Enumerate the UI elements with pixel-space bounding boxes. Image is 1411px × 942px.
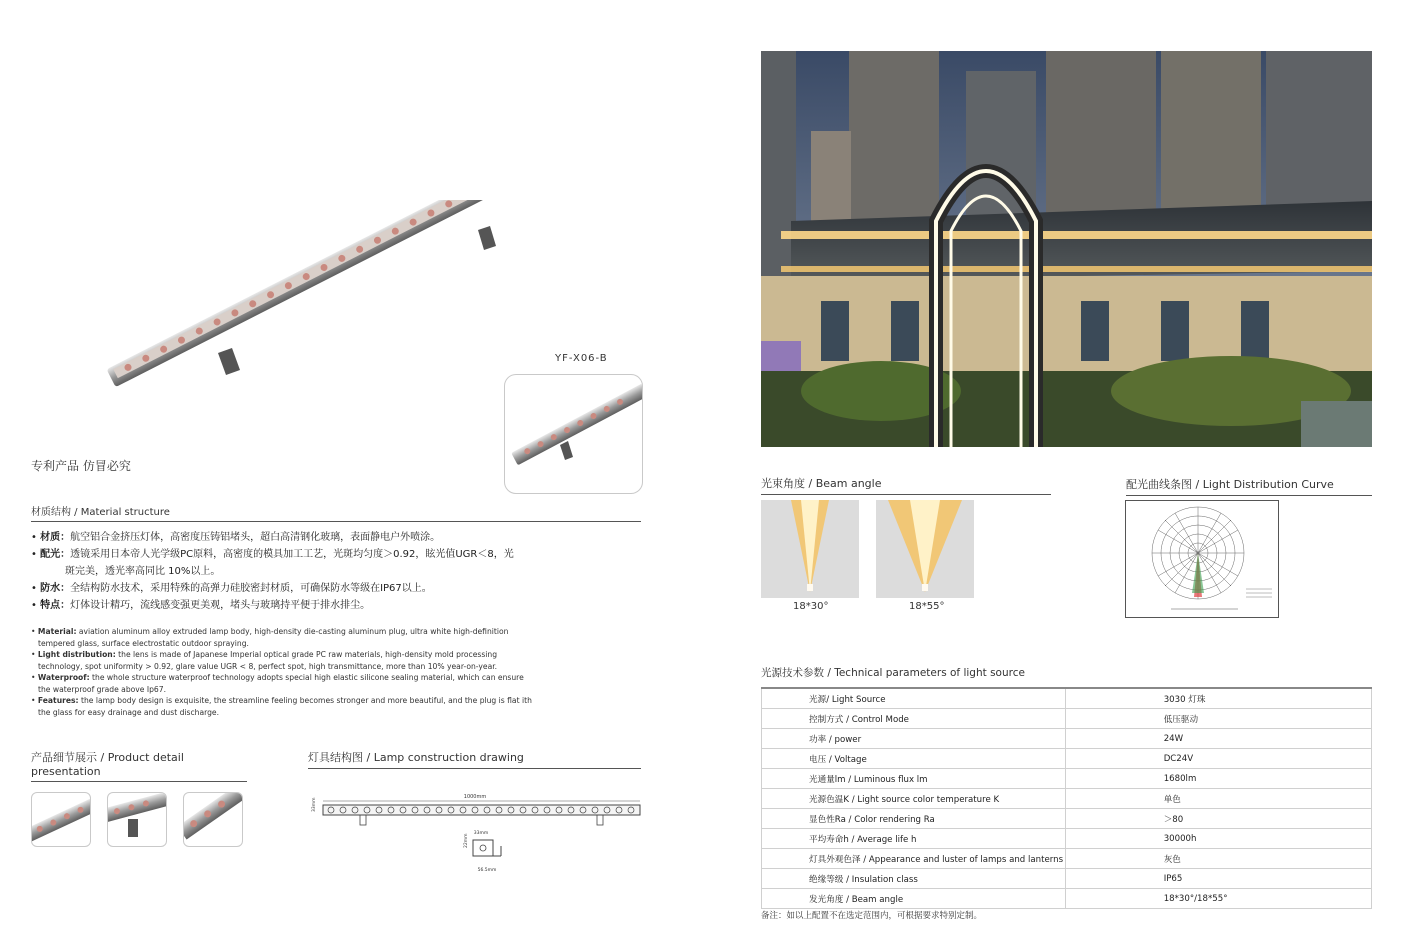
params-value: IP65: [1065, 869, 1371, 889]
params-row: [762, 829, 1372, 849]
material-cn-item: • 配光：透镜采用日本帝人光学级PC原料，高密度的模具加工工艺，光斑均匀度＞0.92，眩光值UGR＜8，光: [31, 549, 514, 560]
detail-thumb-3: [183, 792, 243, 847]
detail-thumb-1: [31, 792, 91, 847]
drawing-height-label: 33mm: [312, 797, 317, 812]
beam-image-1: [761, 500, 859, 598]
patent-slogan: 专利产品 仿冒必究: [31, 459, 131, 473]
params-key: 显色性Ra / Color rendering Ra: [762, 809, 1066, 829]
params-value: DC24V: [1065, 749, 1371, 769]
params-note: 备注：如以上配置不在选定范围内，可根据要求特别定制。: [761, 911, 983, 921]
beam-label-1: 18*30°: [793, 601, 829, 612]
params-row: [762, 709, 1372, 729]
params-row: [762, 849, 1372, 869]
params-key: 光源/ Light Source: [762, 688, 1066, 709]
material-cn-item-cont: 斑完美，透光率高同比 10%以上。: [65, 566, 221, 577]
params-section-title: 光源技术参数 / Technical parameters of light source: [761, 667, 1025, 679]
params-value: 灰色: [1065, 849, 1371, 869]
params-value: ＞80: [1065, 809, 1371, 829]
params-key: 光通量lm / Luminous flux lm: [762, 769, 1066, 789]
product-model-label: YF-X06-B: [555, 353, 608, 364]
params-value: 低压驱动: [1065, 709, 1371, 729]
params-row: [762, 769, 1372, 789]
params-key: 控制方式 / Control Mode: [762, 709, 1066, 729]
material-cn-item: • 防水：全结构防水技术，采用特殊的高弹力硅胶密封材质，可确保防水等级在IP67以上。: [31, 583, 432, 594]
material-section-title: 材质结构 / Material structure: [31, 503, 641, 522]
params-row: [762, 688, 1372, 709]
params-key: 平均寿命h / Average life h: [762, 829, 1066, 849]
params-value: 单色: [1065, 789, 1371, 809]
detail-section-title: 产品细节展示 / Product detail presentation: [31, 749, 247, 782]
beam-section-title: 光束角度 / Beam angle: [761, 475, 1051, 495]
params-value: 1680lm: [1065, 769, 1371, 789]
params-key: 发光角度 / Beam angle: [762, 889, 1066, 909]
product-main-image: [100, 200, 570, 400]
params-value: 3030 灯珠: [1065, 688, 1371, 709]
params-key: 功率 / power: [762, 729, 1066, 749]
beam-image-2: [876, 500, 974, 598]
product-thumbnail: [504, 374, 643, 494]
drawing-width-bottom-label: 56.5mm: [477, 868, 497, 873]
light-distribution-curve: [1125, 500, 1279, 618]
drawing-section-title: 灯具结构图 / Lamp construction drawing: [308, 749, 641, 769]
lamp-construction-drawing: [305, 790, 645, 875]
params-value: 24W: [1065, 729, 1371, 749]
params-row: [762, 869, 1372, 889]
params-key: 光源色温K / Light source color temperature K: [762, 789, 1066, 809]
beam-label-2: 18*55°: [909, 601, 945, 612]
detail-thumb-2: [107, 792, 167, 847]
params-table: [761, 687, 1372, 909]
material-cn-list: [31, 529, 641, 614]
drawing-length-label: 1000mm: [463, 794, 487, 800]
application-scene-photo: [761, 51, 1372, 447]
params-row: [762, 789, 1372, 809]
params-row: [762, 749, 1372, 769]
drawing-side-label: 22mm: [464, 833, 469, 848]
params-value: 30000h: [1065, 829, 1371, 849]
params-row: [762, 809, 1372, 829]
material-en-list: • Material: aviation aluminum alloy extruded lamp body, high-density die-casting aluminum plug, ultra white high-definition tempered glass, surface electrostatic outdoor spraying. • Light distribution: the lens is made of Japanese Imperial optical grade PC raw materials, high-density mold processing technology, spot uniformity > 0.92, glare value UGR < 8, perfect spot, high transmittance, more than 10% year-on-year. • Waterproof: the whole structure waterproof technology adopts special high elastic silicone sealing material, which can ensure the waterproof grade above Ip67. • Features: the lamp body design is exquisite, the streamline feeling becomes stronger and more beautiful, and the plug is flat ith the glass for easy drainage and dust discharge.: [31, 627, 532, 717]
material-cn-item: • 材质：航空铝合金挤压灯体，高密度压铸铝堵头，超白高清钢化玻璃，表面静电户外喷涂。: [31, 532, 441, 543]
params-row: [762, 889, 1372, 909]
material-cn-item: • 特点：灯体设计精巧，流线感变强更美观，堵头与玻璃持平便于排水排尘。: [31, 600, 371, 611]
params-key: 灯具外观色泽 / Appearance and luster of lamps and lanterns: [762, 849, 1066, 869]
curve-section-title: 配光曲线条图 / Light Distribution Curve: [1126, 476, 1372, 496]
drawing-width-top-label: 33mm: [473, 831, 489, 836]
params-key: 电压 / Voltage: [762, 749, 1066, 769]
params-row: [762, 729, 1372, 749]
params-key: 绝缘等级 / Insulation class: [762, 869, 1066, 889]
params-value: 18*30°/18*55°: [1065, 889, 1371, 909]
